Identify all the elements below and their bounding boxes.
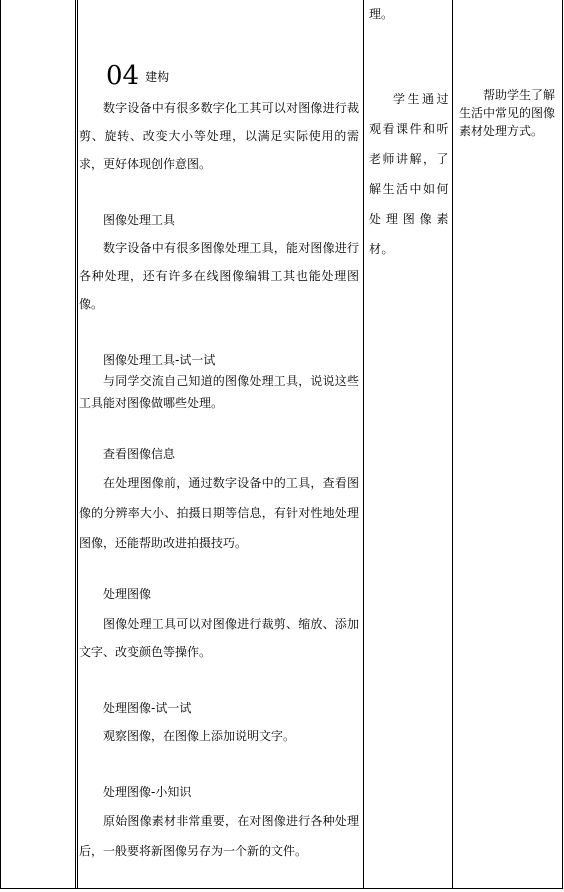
- table-border-left: [0, 0, 1, 889]
- block-heading: 处理图像-试一试: [103, 701, 192, 715]
- section-header: [106, 56, 169, 96]
- design-purpose: 帮助学生了解生活中常见的图像素材处理方式。: [459, 88, 556, 138]
- block-text: 与同学交流自己知道的图像处理工具，说说这些工具能对图像做哪些处理。: [79, 374, 359, 410]
- column-divider-1: [75, 0, 76, 889]
- column-divider-3: [363, 0, 364, 889]
- block-heading: 图像处理工具: [103, 213, 176, 227]
- table-border-right: [562, 0, 563, 889]
- column-divider-2: [77, 0, 78, 889]
- continuation-text: 理。: [369, 7, 394, 21]
- section-number: 04: [106, 61, 140, 91]
- section-intro: 数字设备中有很多数字化工其可以对图像进行裁剪、旋转、改变大小等处理，以满足实际使用的需求，更好体现创作意图。: [79, 101, 359, 171]
- block-text: 观察图像，在图像上添加说明文字。: [103, 729, 296, 743]
- column-divider-4: [452, 0, 453, 889]
- block-text: 图像处理工具可以对图像进行裁剪、缩放、添加文字、改变颜色等操作。: [79, 617, 359, 659]
- block-heading: 图像处理工具-试一试: [103, 353, 216, 367]
- block-heading: 处理图像: [103, 587, 152, 601]
- table-border-bottom: [0, 888, 563, 889]
- block-text: 在处理图像前，通过数字设备中的工具，查看图像的分辨率大小、拍摄日期等信息，有针对性地处理图像，还能帮助改进拍摄技巧。: [79, 476, 359, 550]
- block-heading: 处理图像-小知识: [103, 785, 192, 799]
- block-text: 数字设备中有很多图像处理工具，能对图像进行各种处理，还有许多在线图像编辑工其也能处理图像。: [79, 241, 359, 311]
- block-heading: 查看图像信息: [103, 447, 176, 461]
- block-text: 原始图像素材非常重要，在对图像进行各种处理后，一般要将新图像另存为一个新的文件。: [79, 814, 359, 858]
- section-title: 建构: [145, 70, 170, 84]
- student-activity: 学生通过观看课件和听老师讲解，了解生活中如何处理图像素材。: [369, 92, 449, 256]
